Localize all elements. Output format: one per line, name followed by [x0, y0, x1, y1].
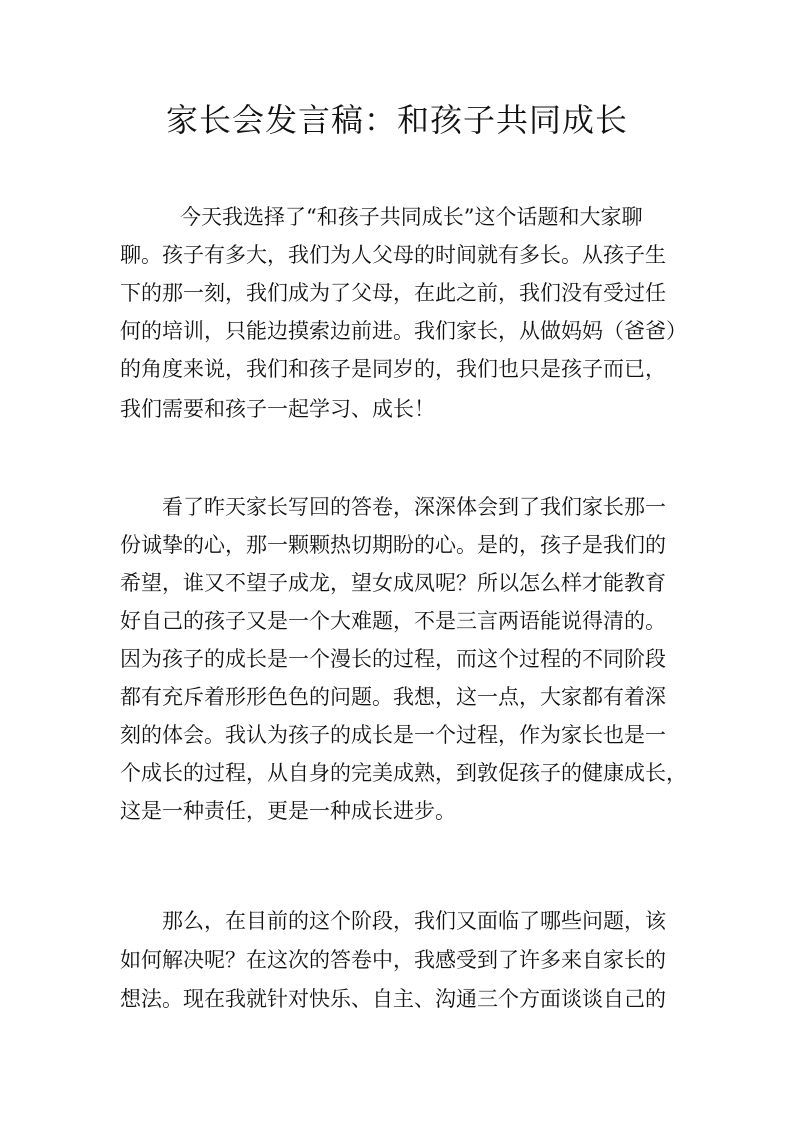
paragraph-2-line-7: 刻的体会。我认为孩子的成长是一个过程，作为家长也是一	[120, 723, 666, 747]
paragraph-2-line-5: 因为孩子的成长是一个漫长的过程，而这个过程的不同阶段	[120, 647, 666, 671]
paragraph-2-line-9: 这是一种责任，更是一种成长进步。	[120, 799, 456, 823]
paragraph-1-line-2: 聊。孩子有多大，我们为人父母的时间就有多长。从孩子生	[120, 243, 666, 267]
paragraph-2-line-1: 看了昨天家长写回的答卷，深深体会到了我们家长那一	[162, 495, 666, 519]
paragraph-2-line-2: 份诚挚的心，那一颗颗热切期盼的心。是的，孩子是我们的	[120, 533, 666, 557]
paragraph-1-line-3: 下的那一刻，我们成为了父母，在此之前，我们没有受过任	[120, 281, 666, 305]
paragraph-2-line-6: 都有充斥着形形色色的问题。我想，这一点，大家都有着深	[120, 685, 666, 709]
paragraph-3-line-2: 如何解决呢？在这次的答卷中，我感受到了许多来自家长的	[120, 948, 666, 972]
paragraph-2-line-4: 好自己的孩子又是一个大难题，不是三言两语能说得清的。	[120, 609, 666, 633]
paragraph-3-line-3: 想法。现在我就针对快乐、自主、沟通三个方面谈谈自己的	[120, 987, 666, 1011]
paragraph-1-line-4: 何的培训，只能边摸索边前进。我们家长，从做妈妈（爸爸）	[120, 319, 687, 343]
paragraph-3-line-1: 那么，在目前的这个阶段，我们又面临了哪些问题，该	[162, 909, 666, 933]
paragraph-1-line-5: 的角度来说，我们和孩子是同岁的，我们也只是孩子而已，	[120, 357, 666, 381]
paragraph-1-line-1: 今天我选择了“和孩子共同成长”这个话题和大家聊	[180, 205, 643, 229]
paragraph-2-line-3: 希望，谁又不望子成龙，望女成凤呢？所以怎么样才能教育	[120, 571, 666, 595]
paragraph-1-line-6: 我们需要和孩子一起学习、成长！	[120, 397, 435, 421]
paragraph-2-line-8: 个成长的过程，从自身的完美成熟，到敦促孩子的健康成长，	[120, 761, 687, 785]
document-title: 家长会发言稿：和孩子共同成长	[165, 101, 628, 139]
